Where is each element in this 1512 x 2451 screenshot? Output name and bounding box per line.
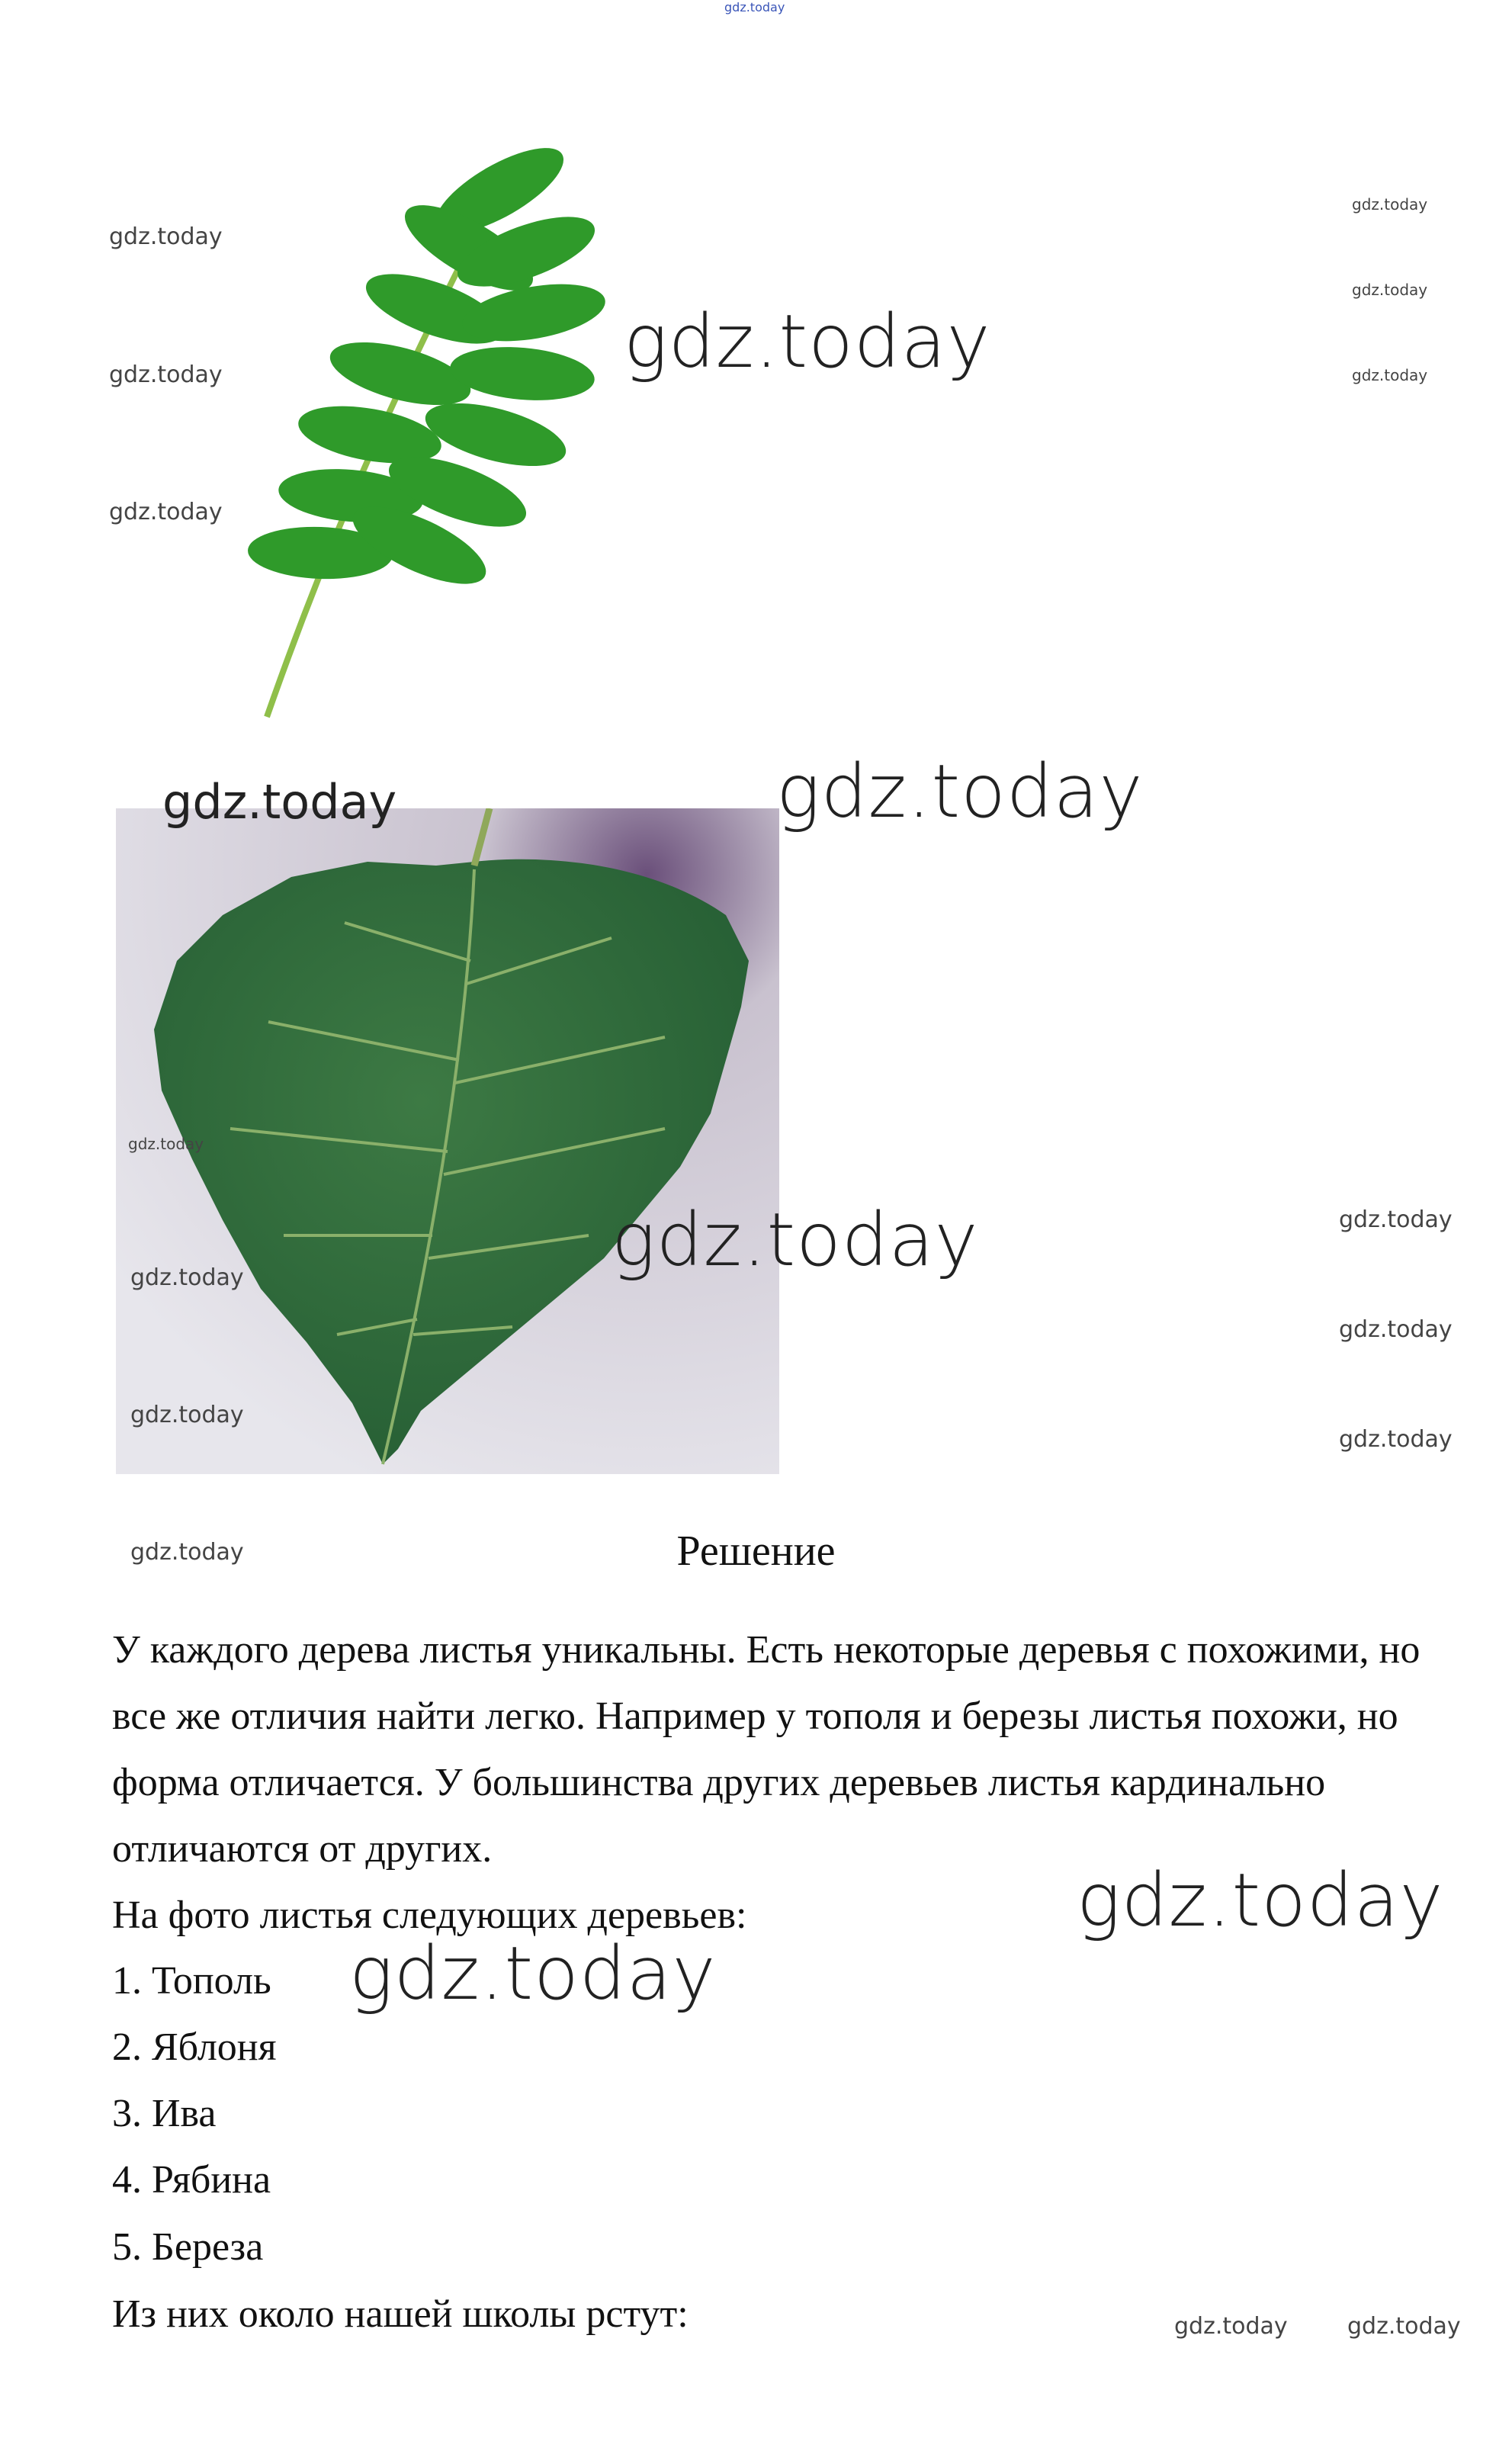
watermark-large: gdz.today (624, 299, 991, 384)
tree-list-item: 5. Береза (112, 2225, 264, 2269)
watermark: gdz.today (1174, 2313, 1288, 2340)
solution-paragraph: У каждого дерева листья уникальны. Есть некоторые деревья с похожими, но все же отличия найти легко. Например у тополя и березы листья похожи, но форма отличается. У большинства других деревьев листья кардинально отличаются от других. (112, 1628, 1421, 1871)
rowan-leaflets (247, 132, 610, 599)
watermark: gdz.today (1339, 1206, 1453, 1233)
watermark: gdz.today (1339, 1316, 1453, 1343)
photo-intro: На фото листья следующих деревьев: (112, 1894, 747, 1937)
watermark: gdz.today (130, 1402, 244, 1428)
watermark-large: gdz.today (776, 749, 1144, 834)
watermark: gdz.today (1352, 281, 1428, 299)
watermark: gdz.today (1339, 1426, 1453, 1453)
watermark: gdz.today (1347, 2313, 1461, 2340)
watermark: gdz.today (130, 1539, 244, 1566)
watermark: gdz.today (1352, 366, 1428, 384)
watermark: gdz.today (130, 1264, 244, 1291)
birch-leaf-image (116, 808, 779, 1474)
solution-heading: Решение (676, 1527, 836, 1575)
watermark-large: gdz.today (349, 1931, 717, 2016)
watermark: gdz.today (109, 361, 223, 388)
watermark-top: gdz.today (724, 0, 785, 14)
watermark: gdz.today (1352, 195, 1428, 214)
tree-list-item: 3. Ива (112, 2092, 217, 2135)
tree-list-item: 1. Тополь (112, 1959, 271, 2003)
rowan-leaf-image (206, 107, 663, 747)
tree-list-item: 2. Яблоня (112, 2025, 277, 2069)
watermark-large: gdz.today (1077, 1858, 1444, 1943)
watermark: gdz.today (162, 774, 397, 830)
watermark-large: gdz.today (612, 1197, 979, 1283)
watermark: gdz.today (128, 1135, 204, 1153)
watermark: gdz.today (109, 499, 223, 525)
tree-list-item: 4. Рябина (112, 2158, 271, 2202)
rowan-leaflet (448, 342, 596, 406)
closing-line: Из них около нашей школы рстут: (112, 2292, 689, 2336)
watermark: gdz.today (109, 223, 223, 250)
